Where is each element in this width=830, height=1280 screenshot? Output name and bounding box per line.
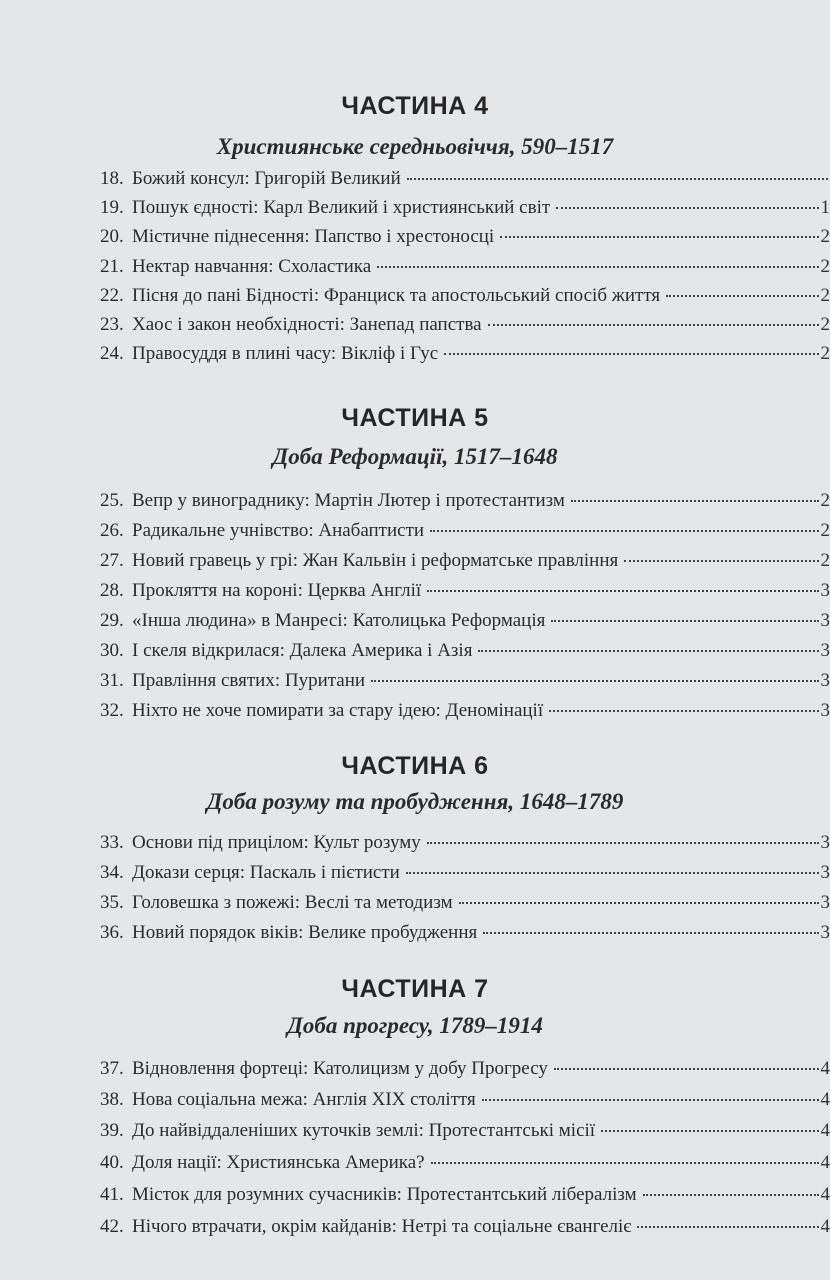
leader-dots	[444, 353, 818, 355]
entry-page: 4	[820, 1058, 830, 1079]
entry-number: 42.	[100, 1216, 124, 1237]
toc-entry[interactable]	[100, 670, 830, 698]
leader-dots	[407, 178, 828, 180]
entry-page: 3	[820, 640, 830, 661]
entry-title: Прокляття на короні: Церква Англії	[132, 580, 422, 601]
entry-number: 35.	[100, 892, 124, 913]
entry-number: 41.	[100, 1184, 124, 1205]
entry-title: «Інша людина» в Манресі: Католицька Реформація	[132, 610, 546, 631]
toc-entry[interactable]	[100, 832, 830, 860]
entry-title: Нова соціальна межа: Англія XIX століття	[132, 1089, 476, 1110]
entry-title: Нічого втрачати, окрім кайданів: Нетрі та соціальне євангеліє	[132, 1216, 632, 1237]
leader-dots	[482, 1099, 819, 1101]
part-5-subtitle: Доба Реформації, 1517–1648	[272, 444, 558, 469]
entry-page: 3	[820, 700, 830, 721]
entry-title: І скеля відкрилася: Далека Америка і Азія	[132, 640, 473, 661]
toc-entry[interactable]	[100, 168, 830, 196]
leader-dots	[427, 842, 819, 844]
leader-dots	[666, 295, 818, 297]
entry-number: 38.	[100, 1089, 124, 1110]
toc-entry[interactable]	[100, 892, 830, 920]
toc-entry[interactable]	[100, 640, 830, 668]
toc-entry[interactable]	[100, 1089, 830, 1117]
leader-dots	[478, 650, 818, 652]
toc-entry[interactable]	[100, 862, 830, 890]
entry-number: 29.	[100, 610, 124, 631]
entry-number: 34.	[100, 862, 124, 883]
entry-title: Відновлення фортеці: Католицизм у добу Прогресу	[132, 1058, 548, 1079]
entry-page: 4	[820, 1216, 830, 1237]
entry-title: Основи під прицілом: Культ розуму	[132, 832, 421, 853]
leader-dots	[488, 324, 819, 326]
toc-entry[interactable]	[100, 1216, 830, 1244]
leader-dots	[371, 680, 818, 682]
leader-dots	[643, 1194, 819, 1196]
leader-dots	[637, 1226, 818, 1228]
entry-number: 22.	[100, 285, 124, 306]
toc-entry[interactable]	[100, 922, 830, 950]
entry-page: 4	[820, 1120, 830, 1141]
entry-number: 39.	[100, 1120, 124, 1141]
entry-page: 3	[820, 892, 830, 913]
toc-entry[interactable]	[100, 256, 830, 284]
entry-page: 2	[820, 256, 830, 277]
entry-title: Новий порядок віків: Велике пробудження	[132, 922, 478, 943]
leader-dots	[459, 902, 819, 904]
entry-title: Пісня до пані Бідності: Франциск та апостольський спосіб життя	[132, 285, 661, 306]
leader-dots	[624, 560, 818, 562]
entry-number: 18.	[100, 168, 124, 189]
part-4-subtitle: Християнське середньовіччя, 590–1517	[216, 134, 614, 159]
entry-number: 19.	[100, 197, 124, 218]
toc-entry[interactable]	[100, 314, 830, 342]
entry-page: 2	[820, 490, 830, 511]
entry-title: Місток для розумних сучасників: Протестантський лібералізм	[132, 1184, 637, 1205]
entry-number: 21.	[100, 256, 124, 277]
entry-number: 36.	[100, 922, 124, 943]
entry-number: 25.	[100, 490, 124, 511]
toc-entry[interactable]	[100, 610, 830, 638]
part-7-title: ЧАСТИНА 7	[341, 975, 489, 1003]
entry-page: 3	[820, 580, 830, 601]
toc-entry[interactable]	[100, 550, 830, 578]
entry-title: Пошук єдності: Карл Великий і християнський світ	[132, 197, 551, 218]
entry-title: Новий гравець у грі: Жан Кальвін і реформатське правління	[132, 550, 619, 571]
leader-dots	[427, 590, 818, 592]
entry-title: Правосуддя в плині часу: Вікліф і Гус	[132, 343, 439, 364]
toc-entry[interactable]	[100, 197, 830, 225]
entry-page: 2	[820, 226, 830, 247]
entry-title: Нектар навчання: Схоластика	[132, 256, 372, 277]
toc-entry[interactable]	[100, 1152, 830, 1180]
part-6-title: ЧАСТИНА 6	[341, 752, 489, 780]
entry-page: 2	[820, 285, 830, 306]
entry-number: 40.	[100, 1152, 124, 1173]
entry-title: Божий консул: Григорій Великий	[132, 168, 401, 189]
leader-dots	[556, 207, 818, 209]
leader-dots	[377, 266, 818, 268]
entry-page: 4	[820, 1152, 830, 1173]
leader-dots	[551, 620, 818, 622]
entry-number: 32.	[100, 700, 124, 721]
leader-dots	[500, 236, 818, 238]
entry-title: Головешка з пожежі: Веслі та методизм	[132, 892, 453, 913]
entry-title: Докази серця: Паскаль і пієтисти	[132, 862, 400, 883]
part-6-subtitle: Доба розуму та пробудження, 1648–1789	[206, 789, 624, 814]
toc-entry[interactable]	[100, 343, 830, 371]
entry-page: 2	[820, 314, 830, 335]
entry-title: Вепр у винограднику: Мартін Лютер і протестантизм	[132, 490, 565, 511]
entry-title: Містичне піднесення: Папство і хрестоносці	[132, 226, 495, 247]
entry-number: 30.	[100, 640, 124, 661]
entry-page: 3	[820, 922, 830, 943]
entry-page: 3	[820, 610, 830, 631]
leader-dots	[571, 500, 819, 502]
toc-entry[interactable]	[100, 1058, 830, 1086]
entry-number: 28.	[100, 580, 124, 601]
entry-page: 2	[820, 343, 830, 364]
entry-page: 2	[820, 520, 830, 541]
toc-entry[interactable]	[100, 700, 830, 728]
leader-dots	[554, 1068, 819, 1070]
entry-number: 37.	[100, 1058, 124, 1079]
entry-title: Правління святих: Пуритани	[132, 670, 366, 691]
entry-title: Ніхто не хоче помирати за стару ідею: Деномінації	[132, 700, 544, 721]
entry-page: 3	[820, 862, 830, 883]
toc-entry[interactable]	[100, 1184, 830, 1212]
entry-page: 2	[820, 550, 830, 571]
entry-number: 31.	[100, 670, 124, 691]
leader-dots	[431, 1162, 819, 1164]
toc-entry[interactable]	[100, 285, 830, 313]
entry-number: 20.	[100, 226, 124, 247]
entry-number: 26.	[100, 520, 124, 541]
leader-dots	[406, 872, 819, 874]
part-5-title: ЧАСТИНА 5	[341, 404, 489, 432]
entry-page: 4	[820, 1089, 830, 1110]
entry-page: 3	[820, 670, 830, 691]
leader-dots	[549, 710, 818, 712]
leader-dots	[430, 530, 818, 532]
leader-dots	[483, 932, 818, 934]
toc-entry[interactable]	[100, 520, 830, 548]
entry-page: 1	[820, 197, 830, 218]
entry-title: Доля нації: Християнська Америка?	[132, 1152, 425, 1173]
toc-entry[interactable]	[100, 226, 830, 254]
entry-number: 23.	[100, 314, 124, 335]
toc-entry[interactable]	[100, 490, 830, 518]
leader-dots	[601, 1130, 818, 1132]
entry-title: До найвіддаленіших куточків землі: Протестантські місії	[132, 1120, 596, 1141]
entry-page: 3	[820, 832, 830, 853]
entry-number: 33.	[100, 832, 124, 853]
entry-number: 27.	[100, 550, 124, 571]
entry-number: 24.	[100, 343, 124, 364]
toc-entry[interactable]	[100, 580, 830, 608]
entry-title: Хаос і закон необхідності: Занепад папства	[132, 314, 482, 335]
toc-entry[interactable]	[100, 1120, 830, 1148]
part-7-subtitle: Доба прогресу, 1789–1914	[287, 1013, 543, 1038]
entry-page: 4	[820, 1184, 830, 1205]
part-4-title: ЧАСТИНА 4	[341, 92, 489, 120]
entry-title: Радикальне учнівство: Анабаптисти	[132, 520, 425, 541]
